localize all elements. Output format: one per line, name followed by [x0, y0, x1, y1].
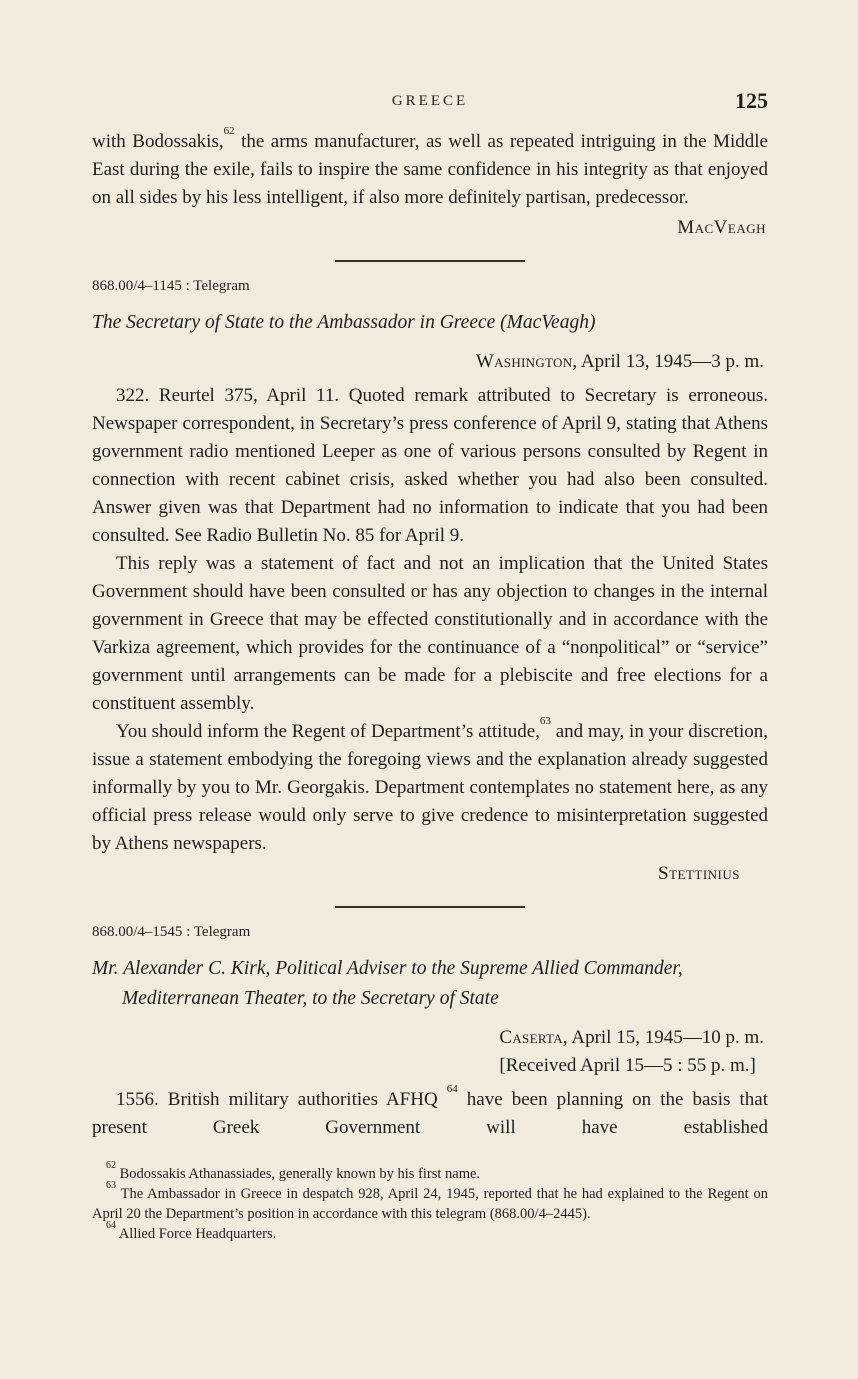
- dateline: [476, 348, 764, 376]
- paragraph: 322. Reurtel 375, April 11. Quoted remark attributed to Secretary is erroneous. Newspaper correspondent, in Secretary’s press conference of April 9, stating that Athens government radio mentioned Leeper as one of various persons consulted by Regent in connection with recent cabinet crisis, asked whether you had also been consulted. Answer given was that Department had no information to indicate that you had been consulted. See Radio Bulletin No. 85 for April 9.: [92, 385, 768, 546]
- paragraph: [92, 714, 768, 858]
- paragraph-text: the arms manufacturer, as well as repeated intriguing in the Middle East during the exile, fails to inspire the same confidence in his integrity as that enjoyed on all sides by his less intelligent, if also more definitely partisan, predecessor.: [92, 131, 768, 208]
- page-number: 125: [735, 88, 768, 113]
- paragraph-text: and may, in your discretion, issue a statement embodying the foregoing views and the explanation already suggested informally by you to Mr. Georgakis. Department contemplates no statement here, as any official press release would only serve to give credence to misinterpretation suggested by Athens newspapers.: [92, 721, 768, 854]
- footnote-text: The Ambassador in Greece in despatch 928, April 24, 1945, reported that he had explained to the Regent on April 20 the Department’s position in accordance with this telegram (868.00/4–2445).: [92, 1186, 768, 1222]
- document-citation: 868.00/4–1145 : Telegram: [92, 278, 250, 294]
- footnote-text: Allied Force Headquarters.: [118, 1226, 277, 1242]
- dateline-place: Caserta: [499, 1027, 563, 1048]
- dateline-place: Washington: [475, 351, 573, 372]
- dateline-date: , April 15, 1945—10 p. m.: [562, 1027, 764, 1048]
- paragraph-text: You should inform the Regent of Department’s attitude,: [116, 721, 540, 742]
- document-title: Mr. Alexander C. Kirk, Political Adviser to the Supreme Allied Commander, Mediterranean Theater, to the Secretary of State: [92, 958, 683, 1009]
- footnote-marker-62: 62: [223, 124, 235, 137]
- signature-stettinius: Stettinius: [658, 863, 740, 884]
- footnotes-block: [92, 1160, 768, 1244]
- received-line: [Received April 15—5 : 55 p. m.]: [499, 1055, 756, 1076]
- running-header: [92, 88, 768, 114]
- paragraph-text: have been planning on the basis that present Greek Government will have established: [92, 1089, 768, 1138]
- dateline: [499, 1024, 764, 1080]
- footnote-marker-63: 63: [539, 714, 551, 727]
- footnote-number: 62: [106, 1160, 116, 1172]
- signature-macveagh: MacVeagh: [677, 217, 766, 238]
- paragraph-continuation: [92, 124, 768, 212]
- paragraph-text: 1556. British military authorities AFHQ: [116, 1089, 447, 1110]
- footnote-62: [92, 1160, 768, 1184]
- running-header-title: GREECE: [391, 93, 469, 109]
- paragraph: This reply was a statement of fact and not an implication that the United States Government should have been consulted or has any objection to changes in the internal government in Greece that may be effected constitutionally and in accordance with the Varkiza agreement, which provides for the continuance of a “nonpolitical” or “service” government until arrangements can be made for a plebiscite and free elections for a constituent assembly.: [92, 553, 768, 714]
- section-divider: [335, 260, 525, 262]
- footnote-text: Bodossakis Athanassiades, generally known by his first name.: [119, 1166, 481, 1182]
- paragraph-text: with Bodossakis,: [92, 131, 224, 152]
- dateline-date: , April 13, 1945—3 p. m.: [572, 351, 764, 372]
- footnote-63: [92, 1180, 768, 1224]
- dateline-line: [499, 1024, 764, 1052]
- footnote-marker-64: 64: [446, 1082, 458, 1095]
- document-citation: 868.00/4–1545 : Telegram: [92, 924, 251, 940]
- section-divider: [335, 906, 525, 908]
- footnote-number: 64: [106, 1220, 116, 1232]
- document-title: The Secretary of State to the Ambassador in Greece (MacVeagh): [92, 312, 596, 333]
- footnote-number: 63: [106, 1180, 116, 1192]
- footnote-64: [92, 1220, 768, 1244]
- paragraph: [92, 1082, 768, 1142]
